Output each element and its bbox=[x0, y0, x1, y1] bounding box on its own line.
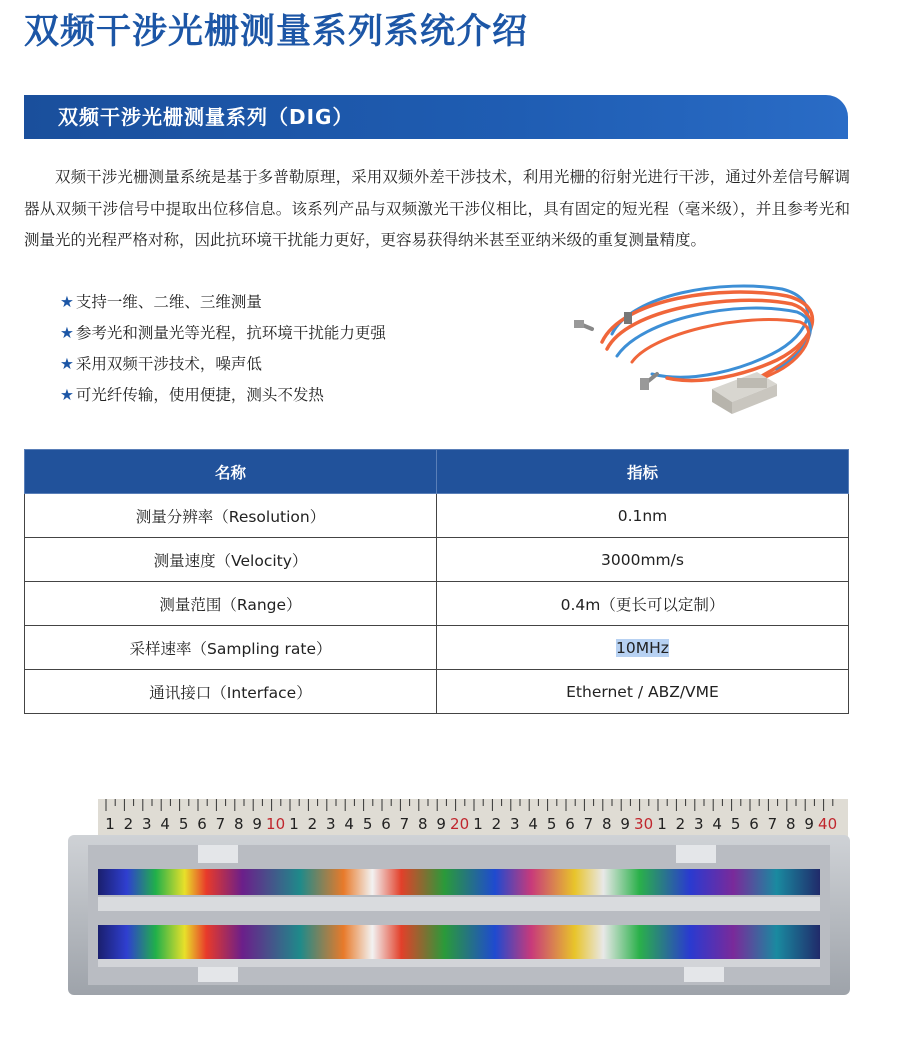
rail bbox=[98, 959, 820, 967]
ruler-number: 5 bbox=[730, 815, 741, 833]
ruler-number: 4 bbox=[344, 815, 354, 833]
ruler-number: 40 bbox=[818, 815, 838, 833]
table-header-row bbox=[25, 450, 849, 494]
intro-paragraph: 双频干涉光栅测量系统是基于多普勒原理，采用双频外差干涉技术，利用光栅的衍射光进行干涉，通过外差信号解调器从双频干涉信号中提取出位移信息。该系列产品与双频激光干涉仪相比，具有固定的短光程（毫米级），并且参考光和测量光的光程严格对称，因此抗环境干扰能力更好，更容易获得纳米甚至亚纳米级的重复测量精度。 bbox=[24, 168, 850, 249]
ruler-number: 1 bbox=[473, 815, 483, 833]
ruler-number: 6 bbox=[381, 815, 391, 833]
ruler-number: 2 bbox=[675, 815, 686, 833]
table-row bbox=[25, 626, 849, 670]
ruler-number: 8 bbox=[234, 815, 244, 833]
highlighted-value[interactable]: 10MHz bbox=[616, 638, 669, 657]
feature-label: 可光纤传输，使用便捷，测头不发热 bbox=[75, 386, 324, 404]
connector bbox=[640, 378, 649, 390]
ruler-number: 6 bbox=[565, 815, 575, 833]
spec-name: 通讯接口（Interface） bbox=[25, 670, 437, 714]
ruler-number: 2 bbox=[123, 815, 134, 833]
ruler-number: 6 bbox=[197, 815, 207, 833]
ruler-number: 20 bbox=[450, 815, 470, 833]
ruler-number: 9 bbox=[252, 815, 262, 833]
table-row bbox=[25, 582, 849, 626]
ruler-number: 9 bbox=[804, 815, 814, 833]
mount-tab bbox=[676, 845, 716, 863]
ruler-number: 5 bbox=[362, 815, 373, 833]
grating-scale-photo bbox=[58, 797, 850, 1001]
feature-list bbox=[60, 287, 386, 411]
ruler-number: 8 bbox=[418, 815, 428, 833]
separator-bar bbox=[98, 897, 820, 911]
spec-value: 0.1nm bbox=[437, 494, 849, 538]
spec-value bbox=[437, 626, 849, 670]
feature-label: 支持一维、二维、三维测量 bbox=[75, 293, 262, 311]
spec-name: 测量范围（Range） bbox=[25, 582, 437, 626]
spec-value: 0.4m（更长可以定制） bbox=[437, 582, 849, 626]
connector bbox=[624, 312, 632, 324]
feature-item bbox=[60, 380, 386, 411]
ruler-number: 3 bbox=[510, 815, 520, 833]
feature-label: 采用双频干涉技术，噪声低 bbox=[75, 355, 262, 373]
ruler-number: 8 bbox=[602, 815, 612, 833]
intro-text bbox=[24, 162, 850, 257]
ruler-number: 2 bbox=[491, 815, 502, 833]
feature-item bbox=[60, 287, 386, 318]
column-header: 指标 bbox=[437, 450, 849, 494]
fiber-cable-photo bbox=[572, 274, 832, 419]
ruler-number: 2 bbox=[307, 815, 318, 833]
ruler-number: 7 bbox=[583, 815, 594, 833]
feature-label: 参考光和测量光等光程，抗环境干扰能力更强 bbox=[75, 324, 386, 342]
ruler-number: 5 bbox=[178, 815, 189, 833]
ruler-number: 7 bbox=[215, 815, 226, 833]
spec-name: 采样速率（Sampling rate） bbox=[25, 626, 437, 670]
feature-item bbox=[60, 349, 386, 380]
section-heading: 双频干涉光栅测量系列（DIG） bbox=[58, 105, 354, 129]
ruler-number: 4 bbox=[712, 815, 722, 833]
mount-tab bbox=[198, 845, 238, 863]
ruler-number: 8 bbox=[786, 815, 796, 833]
spec-table bbox=[24, 449, 849, 714]
ruler-number: 7 bbox=[399, 815, 410, 833]
table-row bbox=[25, 670, 849, 714]
ruler-number: 7 bbox=[767, 815, 778, 833]
page-title: 双频干涉光栅测量系列系统介绍 bbox=[24, 12, 529, 52]
ruler-number: 6 bbox=[749, 815, 759, 833]
ruler-number: 5 bbox=[546, 815, 557, 833]
ruler-number: 9 bbox=[436, 815, 446, 833]
grating-strip bbox=[98, 925, 820, 959]
ruler-number: 3 bbox=[694, 815, 704, 833]
column-header: 名称 bbox=[25, 450, 437, 494]
ruler-number: 4 bbox=[160, 815, 170, 833]
star-icon: ★ bbox=[60, 386, 74, 404]
ruler-number: 30 bbox=[634, 815, 654, 833]
star-icon: ★ bbox=[60, 324, 74, 342]
table-row bbox=[25, 538, 849, 582]
table-row bbox=[25, 494, 849, 538]
feature-item bbox=[60, 318, 386, 349]
spec-name: 测量分辨率（Resolution） bbox=[25, 494, 437, 538]
ruler-number: 10 bbox=[266, 815, 286, 833]
spec-name: 测量速度（Velocity） bbox=[25, 538, 437, 582]
grating-strip bbox=[98, 869, 820, 895]
ruler-number: 4 bbox=[528, 815, 538, 833]
section-banner bbox=[24, 95, 848, 139]
connector bbox=[574, 320, 584, 328]
ruler-number: 1 bbox=[105, 815, 115, 833]
ruler-number: 1 bbox=[657, 815, 667, 833]
star-icon: ★ bbox=[60, 355, 74, 373]
spec-value: Ethernet / ABZ/VME bbox=[437, 670, 849, 714]
ruler-number: 3 bbox=[326, 815, 336, 833]
spec-value: 3000mm/s bbox=[437, 538, 849, 582]
ruler-number: 9 bbox=[620, 815, 630, 833]
ruler-number: 3 bbox=[142, 815, 152, 833]
ruler-number: 1 bbox=[289, 815, 299, 833]
star-icon: ★ bbox=[60, 293, 74, 311]
